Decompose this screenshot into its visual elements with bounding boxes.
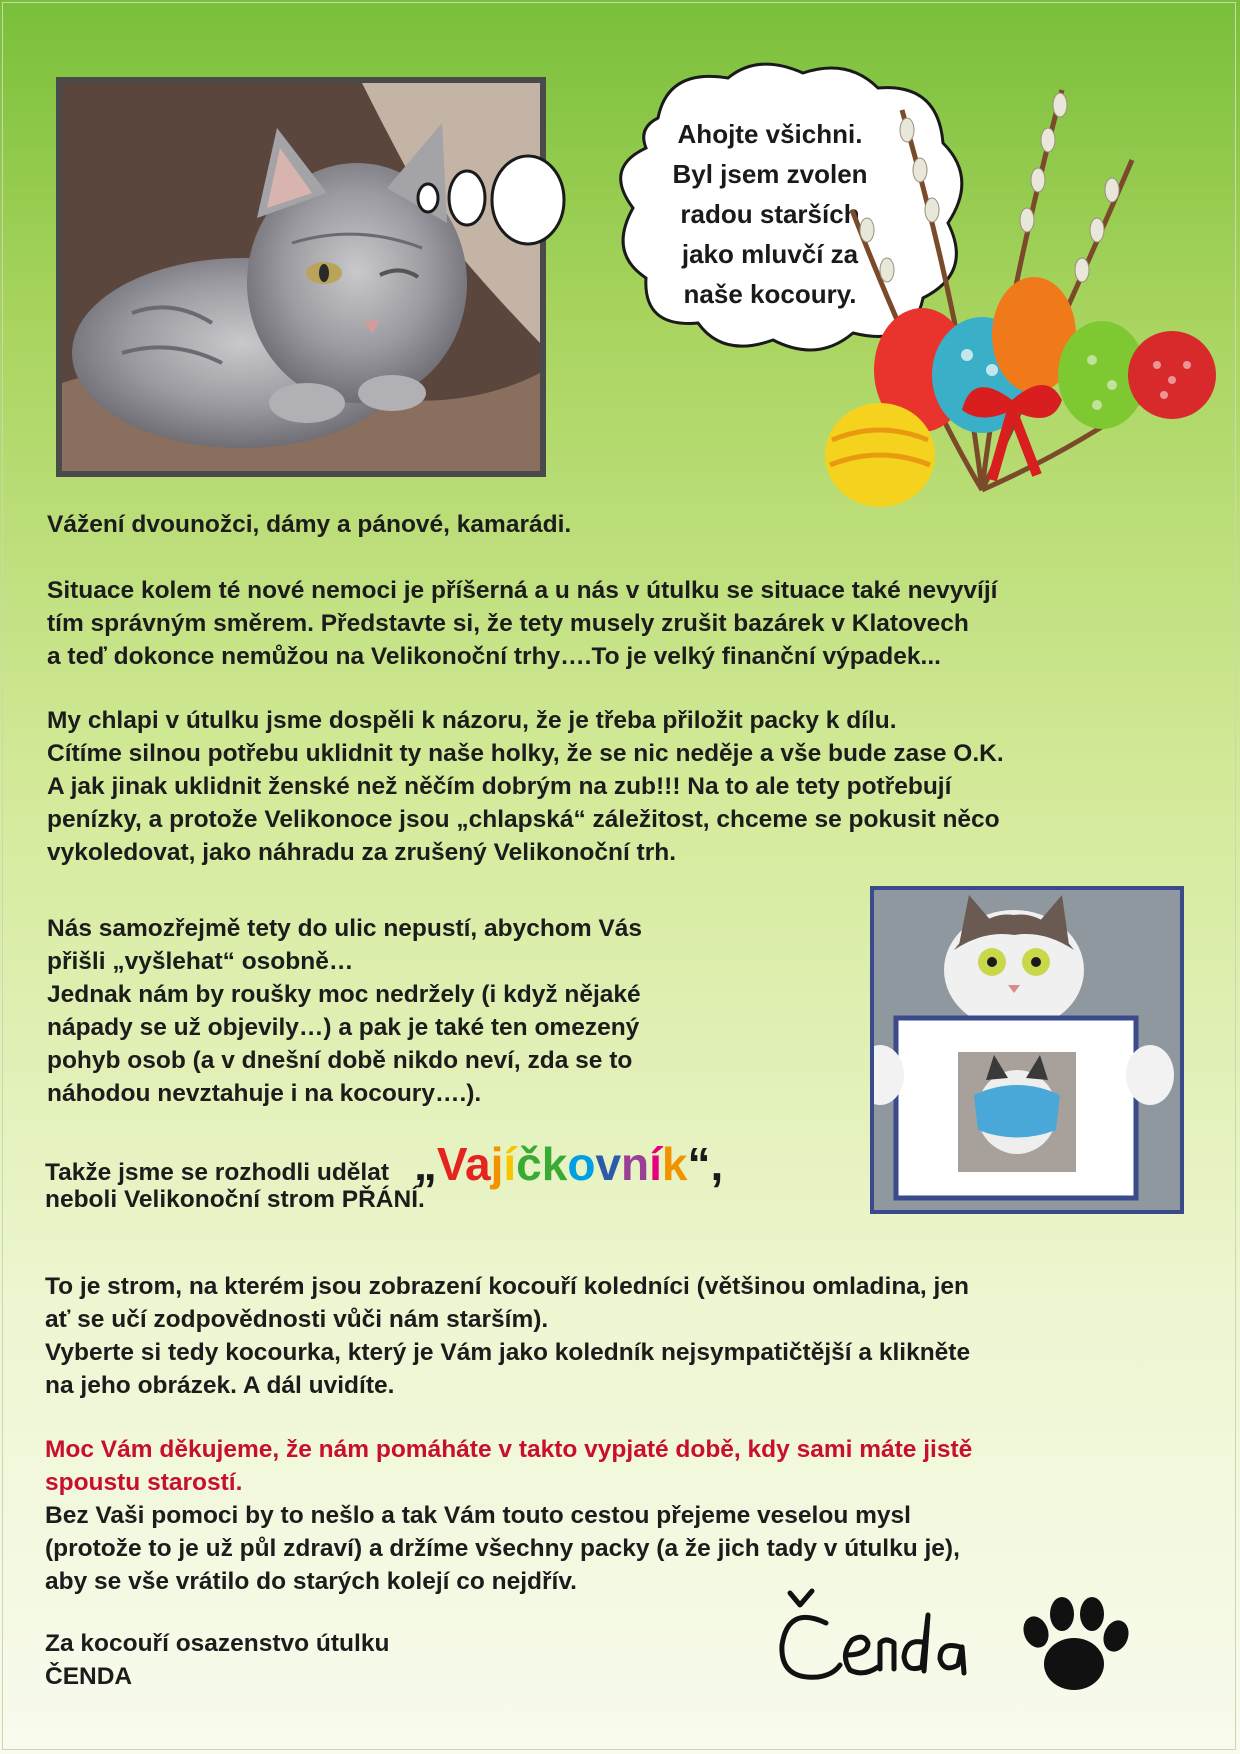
bubble-line: radou starších: [680, 199, 860, 229]
masked-cat-photo: [870, 886, 1184, 1214]
paragraph-2: [47, 704, 1004, 869]
text-line: Situace kolem té nové nemoci je příšerná a u nás v útulku se situace také nevyvíjí: [47, 577, 998, 604]
text-line: tím správným směrem. Představte si, že tety musely zrušit bazárek v Klatovech: [47, 610, 969, 637]
rainbow-letter: n: [621, 1138, 650, 1190]
text-line: Jednak nám by roušky moc nedržely (i když nějaké: [47, 981, 641, 1008]
text-line: spoustu starostí.: [45, 1469, 243, 1496]
rainbow-letter: j: [490, 1138, 504, 1190]
quote-close: “,: [687, 1138, 724, 1190]
paragraph-6: [45, 1499, 960, 1598]
rainbow-letter: k: [661, 1138, 688, 1190]
text-line: pohyb osob (a v dnešní době nikdo neví, zda se to: [47, 1047, 633, 1074]
paragraph-5: [45, 1270, 970, 1402]
text-line: penízky, a protože Velikonoce jsou „chlapská“ záležitost, chceme se pokusit něco: [47, 806, 1000, 833]
text-line: To je strom, na kterém jsou zobrazení kocouří koledníci (většinou omladina, jen: [45, 1273, 969, 1300]
text-line: My chlapi v útulku jsme dospěli k názoru, že je třeba přiložit packy k dílu.: [47, 707, 897, 734]
text-line: na jeho obrázek. A dál uvidíte.: [45, 1372, 395, 1399]
rainbow-letter: a: [464, 1138, 491, 1190]
quote-open: „: [413, 1138, 437, 1190]
rainbow-letter: k: [541, 1138, 568, 1190]
bubble-line: jako mluvčí za: [681, 239, 859, 269]
bubble-line: Ahojte všichni.: [677, 119, 863, 149]
paragraph-1: [47, 574, 997, 673]
text-line: Moc Vám děkujeme, že nám pomáháte v takto vypjaté době, kdy sami máte jistě: [45, 1436, 973, 1463]
rainbow-letter: V: [436, 1138, 465, 1190]
thanks-text: [45, 1433, 972, 1499]
rainbow-letter: í: [649, 1138, 662, 1190]
text-line: nápady se už objevily…) a pak je také ten omezený: [47, 1014, 640, 1041]
cat-photo: [56, 77, 546, 477]
text-line: Cítíme silnou potřebu uklidnit ty naše holky, že se nic neděje a vše bude zase O.K.: [47, 740, 1004, 767]
rainbow-letter: č: [516, 1138, 542, 1190]
text-line: ať se učí zodpovědnosti vůči nám starším).: [45, 1306, 549, 1333]
easter-eggs-willow: [812, 70, 1232, 510]
signature-name: ČENDA: [45, 1663, 133, 1690]
text-line: A jak jinak uklidnit ženské než něčím dobrým na zub!!! Na to ale tety potřebují: [47, 773, 952, 800]
text-line: náhodou nevztahuje i na kocoury….).: [47, 1080, 482, 1107]
text-line: aby se vše vrátilo do starých kolejí co nejdřív.: [45, 1568, 577, 1595]
rainbow-word: [414, 1138, 723, 1190]
closing: [45, 1627, 389, 1693]
paragraph-4: [45, 1138, 724, 1216]
bubble-line: Byl jsem zvolen: [672, 159, 868, 189]
paragraph-3: [47, 912, 642, 1110]
rainbow-letter: v: [595, 1138, 622, 1190]
text-line: Za kocouří osazenstvo útulku: [45, 1630, 390, 1657]
text-line: neboli Velikonoční strom PŘÁNÍ.: [45, 1186, 425, 1213]
rainbow-letter: í: [503, 1138, 517, 1190]
text-line: Bez Vaši pomoci by to nešlo a tak Vám touto cestou přejeme veselou mysl: [45, 1502, 911, 1529]
text-line: a teď dokonce nemůžou na Velikonoční trhy….To je velký finanční výpadek...: [47, 643, 941, 670]
signature-handwritten: [768, 1585, 988, 1695]
text-line: Vyberte si tedy kocourka, který je Vám jako koledník nejsympatičtější a klikněte: [45, 1339, 971, 1366]
bubble-line: naše kocoury.: [683, 279, 857, 309]
text-line: vykoledovat, jako náhradu za zrušený Velikonoční trh.: [47, 839, 677, 866]
paw-print-icon: [1014, 1592, 1132, 1702]
decision-text: Takže jsme se rozhodli udělat: [45, 1159, 390, 1186]
greeting: Vážení dvounožci, dámy a pánové, kamarádi.: [47, 511, 572, 538]
text-line: (protože to je už půl zdraví) a držíme všechny packy (a že jich tady v útulku je),: [45, 1535, 960, 1562]
text-line: přišli „vyšlehat“ osobně…: [47, 948, 354, 975]
rainbow-letter: o: [567, 1138, 596, 1190]
rainbow-letters: [437, 1138, 688, 1190]
text-line: Nás samozřejmě tety do ulic nepustí, abychom Vás: [47, 915, 642, 942]
thought-dots: [410, 150, 580, 250]
